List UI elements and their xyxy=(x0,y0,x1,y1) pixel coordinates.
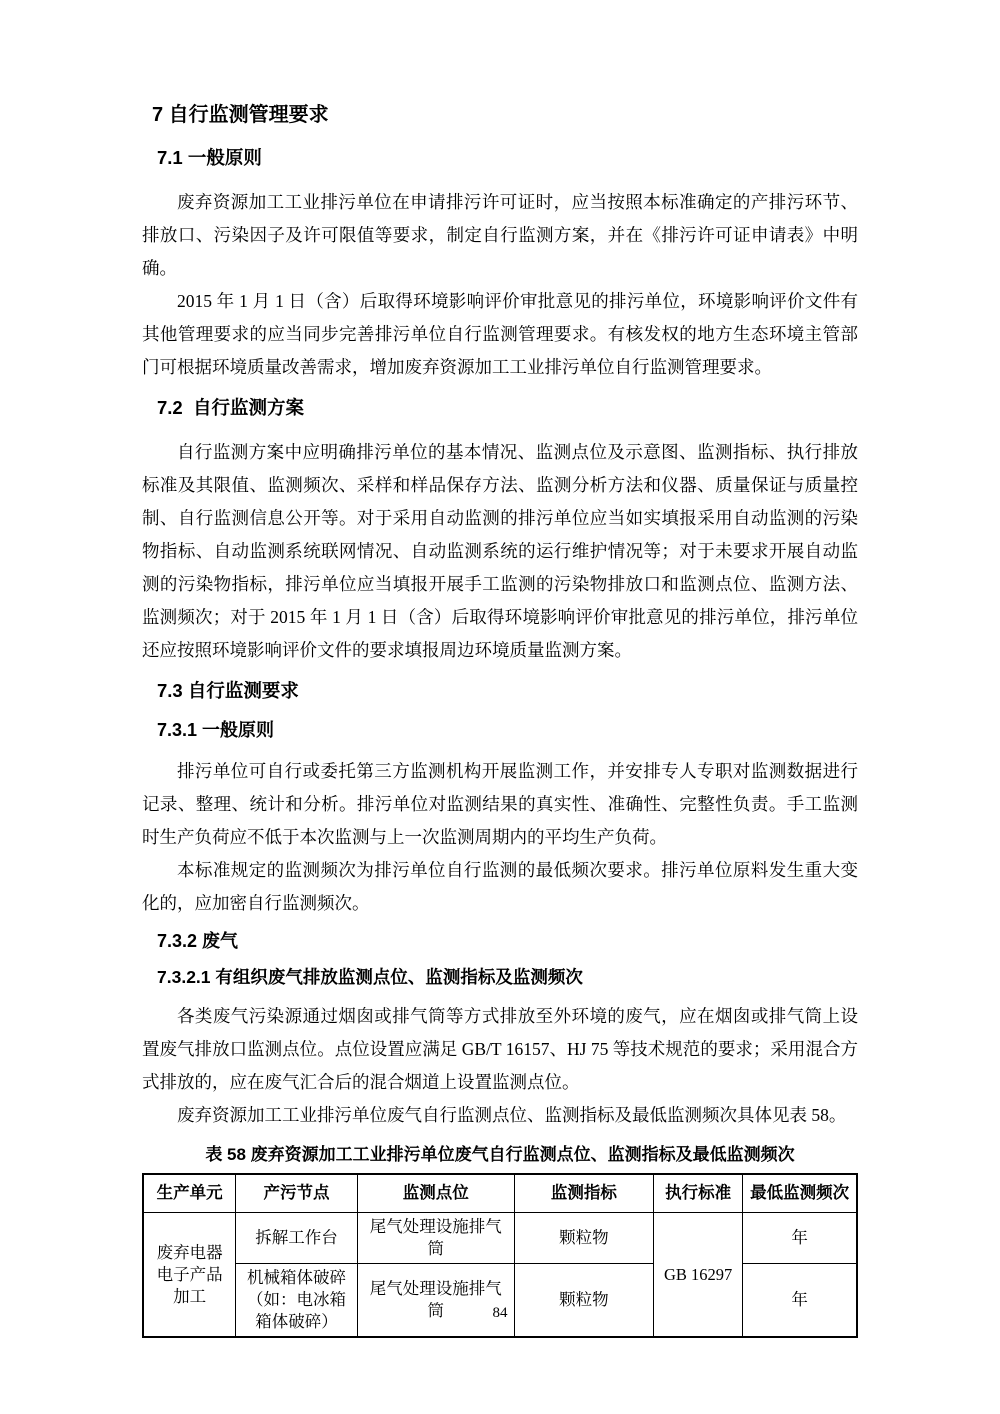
cell-row1-node: 拆解工作台 xyxy=(236,1213,357,1264)
header-monitoring-indicator: 监测指标 xyxy=(514,1174,653,1213)
paragraph-7-3-2-1-a: 各类废气污染源通过烟囱或排气筒等方式排放至外环境的废气，应在烟囱或排气筒上设置废气排放口监测点位。点位设置应满足 GB/T 16157、HJ 75 等技术规范的要求；采用混合方式排放的，应在废气汇合后的混合烟道上设置监测点位。 xyxy=(142,1006,858,1092)
page-number: 84 xyxy=(492,1305,508,1321)
cell-row2-point: 尾气处理设施排气筒 xyxy=(357,1264,514,1338)
header-standard: 执行标准 xyxy=(653,1174,742,1213)
table-58-caption: 表 58 废弃资源加工工业排污单位废气自行监测点位、监测指标及最低监测频次 xyxy=(205,1145,795,1164)
header-min-frequency: 最低监测频次 xyxy=(743,1174,857,1213)
header-monitoring-point: 监测点位 xyxy=(357,1174,514,1213)
section-7-3-heading: 7.3 自行监测要求 xyxy=(157,680,299,701)
cell-row2-indicator: 颗粒物 xyxy=(514,1264,653,1338)
paragraph-7-3-1-a: 排污单位可自行或委托第三方监测机构开展监测工作，并安排专人专职对监测数据进行记录、整理、统计和分析。排污单位对监测结果的真实性、准确性、完整性负责。手工监测时生产负荷应不低于本次监测与上一次监测周期内的平均生产负荷。 xyxy=(142,761,858,847)
cell-row2-frequency: 年 xyxy=(743,1264,857,1338)
header-pollution-node: 产污节点 xyxy=(236,1174,357,1213)
section-7-2-heading: 7.2 自行监测方案 xyxy=(157,397,304,418)
cell-standard: GB 16297 xyxy=(653,1213,742,1338)
cell-production-unit: 废弃电器电子产品加工 xyxy=(143,1213,236,1338)
section-7-1-heading: 7.1 一般原则 xyxy=(157,147,262,168)
section-7-heading: 7 自行监测管理要求 xyxy=(152,104,329,126)
section-7-3-2-heading: 7.3.2 废气 xyxy=(157,931,239,951)
cell-row1-indicator: 颗粒物 xyxy=(514,1213,653,1264)
cell-row2-node: 机械箱体破碎（如：电冰箱箱体破碎） xyxy=(236,1264,357,1338)
section-7-3-2-1-heading: 7.3.2.1 有组织废气排放监测点位、监测指标及监测频次 xyxy=(157,967,583,987)
table-58-header-row xyxy=(143,1174,857,1213)
paragraph-7-3-2-1-b: 废弃资源加工工业排污单位废气自行监测点位、监测指标及最低监测频次具体见表 58。 xyxy=(177,1105,847,1125)
paragraph-7-1-b: 2015 年 1 月 1 日（含）后取得环境影响评价审批意见的排污单位，环境影响评价文件有其他管理要求的应当同步完善排污单位自行监测管理要求。有核发权的地方生态环境主管部门可根据环境质量改善需求，增加废弃资源加工工业排污单位自行监测管理要求。 xyxy=(142,291,858,377)
paragraph-7-1-a: 废弃资源加工工业排污单位在申请排污许可证时，应当按照本标准确定的产排污环节、排放口、污染因子及许可限值等要求，制定自行监测方案，并在《排污许可证申请表》中明确。 xyxy=(142,192,858,278)
header-production-unit: 生产单元 xyxy=(143,1174,236,1213)
table-row-1 xyxy=(143,1213,857,1264)
table-row-2 xyxy=(143,1264,857,1338)
section-7-3-1-heading: 7.3.1 一般原则 xyxy=(157,720,275,740)
paragraph-7-2-a: 自行监测方案中应明确排污单位的基本情况、监测点位及示意图、监测指标、执行排放标准及其限值、监测频次、采样和样品保存方法、监测分析方法和仪器、质量保证与质量控制、自行监测信息公开等。对于采用自动监测的排污单位应当如实填报采用自动监测的污染物指标、自动监测系统联网情况、自动监测系统的运行维护情况等；对于未要求开展自动监测的污染物指标，排污单位应当填报开展手工监测的污染物排放口和监测点位、监测方法、监测频次；对于 2015 年 1 月 1 日（含）后取得环境影响评价审批意见的排污单位，排污单位还应按照环境影响评价文件的要求填报周边环境质量监测方案。 xyxy=(142,442,858,660)
cell-row1-point: 尾气处理设施排气筒 xyxy=(357,1213,514,1264)
cell-row1-frequency: 年 xyxy=(743,1213,857,1264)
paragraph-7-3-1-b: 本标准规定的监测频次为排污单位自行监测的最低频次要求。排污单位原料发生重大变化的，应加密自行监测频次。 xyxy=(142,860,858,913)
